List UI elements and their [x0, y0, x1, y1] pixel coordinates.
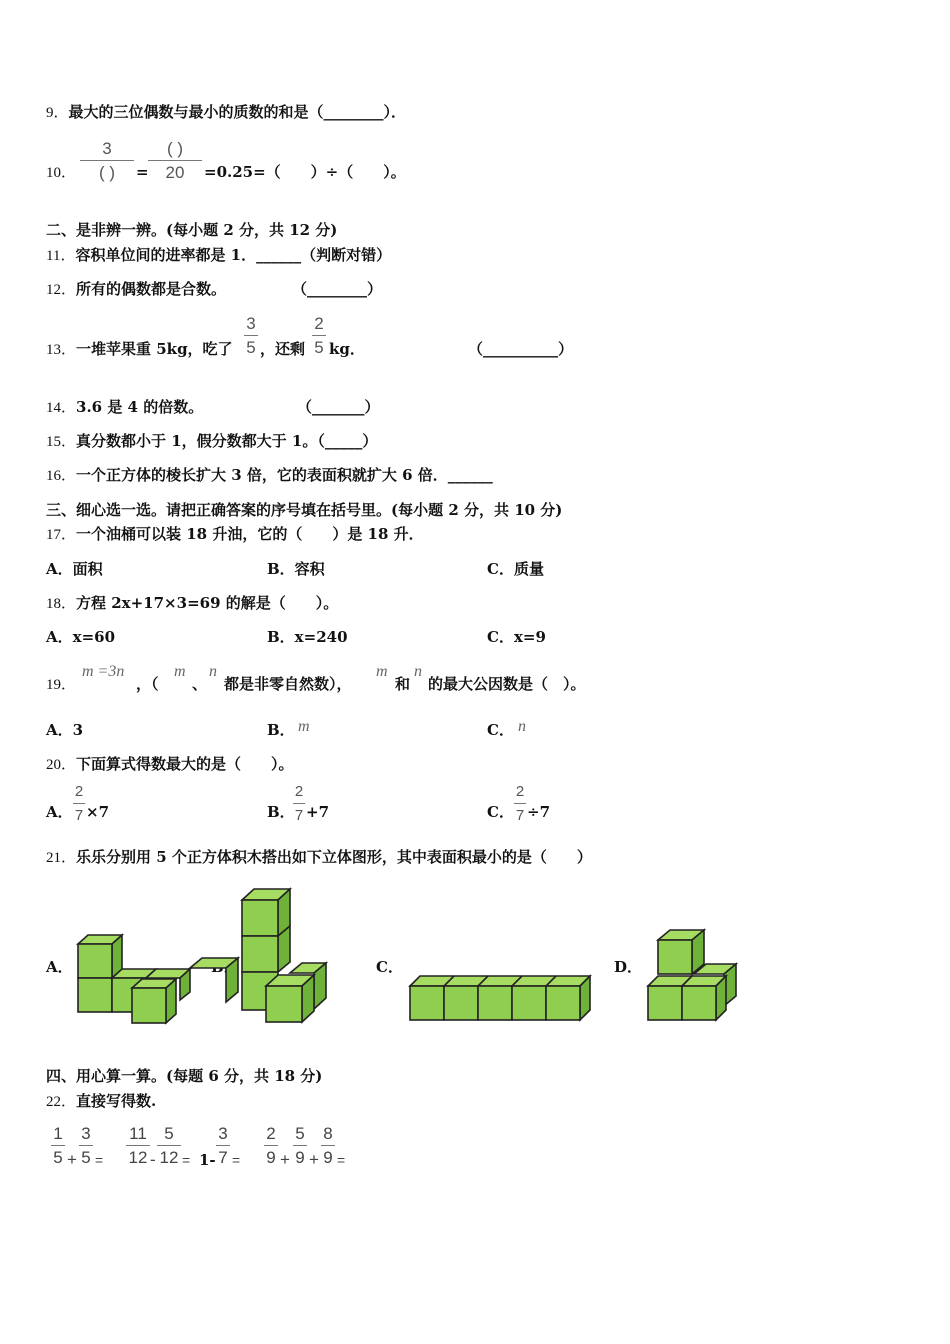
- numerator: 3: [246, 314, 256, 333]
- numerator: 5: [295, 1124, 305, 1143]
- cube: [682, 976, 726, 1020]
- fraction: [312, 314, 326, 358]
- cube: [78, 935, 122, 978]
- equals-sign: =: [232, 1152, 241, 1168]
- option-a[interactable]: [46, 802, 73, 822]
- question-text: =0.25=（ ）÷（ ）。: [204, 163, 406, 181]
- question-number: 21．: [46, 850, 77, 866]
- question-number: 11．: [46, 248, 76, 264]
- equals-sign: =: [136, 163, 149, 181]
- option-b[interactable]: B．容积: [267, 560, 325, 578]
- denominator: 12: [128, 1148, 148, 1167]
- question-number: 14．: [46, 400, 77, 416]
- denominator: 5: [81, 1148, 91, 1167]
- denominator: 5: [53, 1148, 63, 1167]
- variable-m: m: [174, 663, 186, 680]
- question-number: 18．: [46, 596, 77, 612]
- option-c[interactable]: C．: [376, 958, 403, 976]
- question-9: [46, 102, 406, 123]
- question-text: 容积单位间的进率都是 1．______（判断对错）: [75, 246, 392, 264]
- question-number: 16．: [46, 468, 77, 484]
- numerator: 2: [294, 783, 304, 800]
- denominator: 9: [266, 1148, 276, 1167]
- question-text: 3.6 是 4 的倍数。: [76, 398, 204, 416]
- question-11: [46, 245, 391, 266]
- denominator: 9: [295, 1148, 305, 1167]
- numerator: 3: [81, 1124, 91, 1143]
- operand: 1-: [199, 1151, 216, 1169]
- section-heading-4: 四、用心算一算。(每题 6 分，共 18 分): [46, 1067, 323, 1085]
- denominator: 7: [74, 807, 84, 824]
- question-text: 所有的偶数都是合数。: [76, 280, 227, 298]
- numerator: 3: [218, 1124, 228, 1143]
- numerator: ( ): [166, 139, 184, 158]
- section-heading-2: 二、是非辨一辨。(每小题 2 分，共 12 分): [46, 221, 338, 239]
- numerator: 8: [323, 1124, 333, 1143]
- question-22: [46, 1091, 156, 1112]
- question-16: [46, 465, 493, 486]
- question-number: 9．: [46, 105, 69, 121]
- denominator: 12: [159, 1148, 179, 1167]
- operator: +: [280, 1150, 290, 1169]
- numerator: 2: [266, 1124, 276, 1143]
- operator: ÷7: [527, 803, 551, 821]
- question-text: 的最大公因数是（ ）。: [428, 675, 586, 693]
- question-13: [46, 339, 233, 360]
- option-a[interactable]: A．面积: [46, 560, 103, 578]
- cube-figure-d[interactable]: [644, 926, 744, 1026]
- question-text: 都是非零自然数），: [224, 675, 352, 693]
- numerator: 2: [314, 314, 324, 333]
- question-number: 13．: [46, 342, 77, 358]
- question-text: 下面算式得数最大的是（ ）。: [76, 755, 294, 773]
- equals-sign: =: [337, 1152, 346, 1168]
- fraction: [148, 139, 202, 183]
- fraction: [514, 782, 526, 826]
- numerator: 11: [129, 1124, 147, 1143]
- cube: [546, 986, 580, 1020]
- cube: [132, 979, 176, 1023]
- question-15: [46, 431, 377, 452]
- denominator: 5: [246, 338, 256, 357]
- numerator: 3: [102, 139, 112, 158]
- question-number: 20．: [46, 757, 77, 773]
- question-text: 一个油桶可以装 18 升油，它的（ ）是 18 升．: [76, 525, 424, 543]
- operator: +: [309, 1150, 319, 1169]
- variable-n: n: [414, 663, 422, 680]
- denominator: 9: [323, 1148, 333, 1167]
- variable-m: m: [376, 663, 388, 680]
- question-text: 真分数都小于 1，假分数都大于 1。（_____）: [76, 432, 378, 450]
- question-17: [46, 524, 424, 545]
- equals-sign: =: [182, 1152, 191, 1168]
- question-12: [46, 279, 226, 300]
- question-text: 和: [395, 675, 411, 693]
- denominator: 5: [314, 338, 324, 357]
- fraction: [51, 1124, 65, 1168]
- option-label: B．: [267, 803, 295, 821]
- question-number: 19．: [46, 677, 77, 693]
- numerator: 1: [53, 1124, 63, 1143]
- question-number: 17．: [46, 527, 77, 543]
- fraction: [244, 314, 258, 358]
- question-19: [46, 674, 76, 695]
- denominator: ( ): [98, 163, 116, 182]
- question-text: ，（: [136, 675, 159, 693]
- fraction: [293, 782, 305, 826]
- question-text: 乐乐分别用 5 个正方体积木搭出如下立体图形，其中表面积最小的是（ ）: [76, 848, 592, 866]
- question-number: 22．: [46, 1094, 77, 1110]
- answer-blank[interactable]: （________）: [292, 280, 383, 298]
- section-heading-3: 三、细心选一选。请把正确答案的序号填在括号里。(每小题 2 分，共 10 分): [46, 501, 563, 519]
- cube-figure-c[interactable]: [406, 970, 596, 1026]
- fraction: [264, 1124, 278, 1168]
- question-10: [46, 162, 76, 183]
- operator: ×7: [86, 803, 110, 821]
- option-c[interactable]: [487, 802, 514, 822]
- option-d[interactable]: D．: [614, 958, 643, 976]
- answer-blank[interactable]: （_______）: [297, 398, 380, 416]
- denominator: 7: [515, 807, 525, 824]
- question-text: 方程 2x+17×3=69 的解是（ ）。: [76, 594, 339, 612]
- question-21: [46, 847, 592, 868]
- fraction: [157, 1124, 181, 1168]
- cube: [78, 978, 112, 1012]
- question-text: 一个正方体的棱长扩大 3 倍，它的表面积就扩大 6 倍．______: [76, 466, 493, 484]
- option-b-value: m: [298, 718, 310, 735]
- option-label: A．: [46, 803, 73, 821]
- fraction: [126, 1124, 150, 1168]
- question-18: [46, 593, 338, 614]
- option-c[interactable]: C．质量: [487, 560, 544, 578]
- equation: m =3n: [82, 663, 125, 680]
- question-text: 一堆苹果重 5kg，吃了: [76, 340, 233, 358]
- operator: +7: [306, 803, 330, 821]
- cube: [266, 975, 314, 1022]
- denominator: 20: [165, 163, 185, 182]
- numerator: 5: [164, 1124, 174, 1143]
- question-text: 直接写得数.: [76, 1092, 157, 1110]
- cube-figure-a[interactable]: [70, 930, 200, 1030]
- question-number: 12．: [46, 282, 77, 298]
- question-text: 最大的三位偶数与最小的质数的和是（________）．: [68, 103, 407, 121]
- denominator: 7: [218, 1148, 228, 1167]
- option-label: B．: [267, 721, 295, 739]
- cube-figure-b[interactable]: [236, 886, 336, 1026]
- answer-blank[interactable]: （__________）: [468, 340, 574, 358]
- variable-n: n: [209, 663, 217, 680]
- question-text: 、: [192, 675, 208, 693]
- fraction: [293, 1124, 307, 1168]
- option-a[interactable]: A．x=60: [46, 628, 116, 646]
- option-label: C．: [487, 803, 514, 821]
- option-c[interactable]: [487, 720, 514, 740]
- numerator: 2: [74, 783, 84, 800]
- option-b[interactable]: [267, 802, 295, 822]
- option-c[interactable]: C．x=9: [487, 628, 546, 646]
- fraction: [73, 782, 85, 826]
- cube: [242, 889, 290, 936]
- question-14: [46, 397, 203, 418]
- option-b[interactable]: [267, 720, 295, 740]
- operator: -: [150, 1150, 156, 1169]
- question-text: ，还剩: [260, 340, 306, 358]
- question-number: 15．: [46, 434, 77, 450]
- option-a[interactable]: A．3: [46, 721, 84, 739]
- option-c-value: n: [518, 718, 526, 735]
- fraction: [216, 1124, 230, 1168]
- equals-sign: =: [95, 1152, 104, 1168]
- fraction: [80, 139, 134, 183]
- question-number: 10．: [46, 165, 77, 181]
- cube: [190, 958, 238, 1002]
- question-text: kg．: [329, 340, 365, 358]
- fraction: [321, 1124, 335, 1168]
- question-20: [46, 754, 294, 775]
- operator: +: [67, 1150, 77, 1169]
- cube: [658, 930, 704, 974]
- numerator: 2: [515, 783, 525, 800]
- option-label: C．: [487, 721, 514, 739]
- fraction: [79, 1124, 93, 1168]
- denominator: 7: [294, 807, 304, 824]
- option-a[interactable]: A．: [46, 958, 73, 976]
- option-b[interactable]: B．x=240: [267, 628, 348, 646]
